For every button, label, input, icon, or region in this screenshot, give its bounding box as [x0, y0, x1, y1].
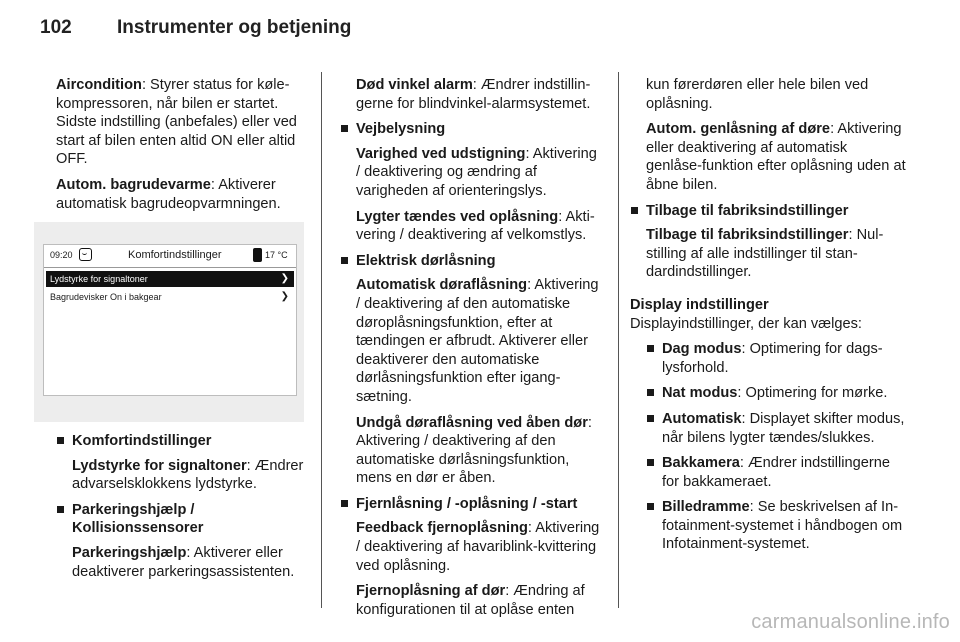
term-bagrudevarme: Autom. bagrudevarme: [56, 176, 211, 193]
term-fabriksindstillinger: Tilbage til fabriksindstillinger: [646, 227, 849, 244]
bullet-heading: Komfortindstillinger: [72, 433, 212, 449]
section-title: Display indstillinger: [630, 296, 769, 313]
bullet-parkeringshjaelp: [56, 501, 308, 581]
text-fabriksindstillinger: : Nulstilling af alle indstillinger til standardindstillinger.: [646, 227, 884, 281]
list-item: [646, 384, 906, 403]
term-lygter: Lygter tændes ved oplåsning: [356, 208, 559, 225]
text-billedramme: : Se beskrivelsen af Infotainment-systemet i håndbogen om Infotainment-systemet.: [662, 499, 903, 553]
info-display-screen: [43, 244, 297, 396]
screen-status-bar: [44, 245, 296, 268]
term-parkeringshjaelp: Parkeringshjælp: [72, 544, 187, 561]
text-automatisk: : Displayet skifter modus, når bilens lygter tændes/slukkes.: [662, 410, 905, 446]
text-dag-modus: : Optimering for dagslysforhold.: [662, 341, 883, 376]
screen-menu-item-lydstyrke[interactable]: [46, 271, 294, 287]
list-item: [646, 340, 906, 377]
bullet-heading: Parkeringshjælp / Kollisionssensorer: [72, 501, 204, 537]
column-middle: [340, 76, 602, 626]
page-title: Instrumenter og betjening: [117, 17, 352, 38]
text-aircondition: : Styrer status for kølekompressoren, når bilen er startet. Sidste indstilling (anbefales) eller ved start af bilen enten altid ON eller altid OFF.: [56, 77, 297, 168]
paragraph-continued: kun førerdøren eller hele bilen ved oplåsning.: [646, 77, 869, 112]
text-lygter: : Aktivering / deaktivering af velkomstlys.: [356, 208, 595, 244]
screen-menu-item-bagrudevisker[interactable]: [46, 289, 294, 305]
text-fjernoplaasning: : Ændring af konfigurationen til at oplåse enten: [356, 583, 585, 618]
watermark: carmanualsonline.info: [751, 611, 950, 633]
term-bakkamera: Bakkamera: [662, 455, 740, 472]
display-options-list: [630, 340, 906, 554]
screen-temperature: 17 °C: [265, 250, 288, 260]
text-genlaasning: : Aktivering eller deaktivering af automatisk genlåse-funktion efter oplåsning uden at åbne bilen.: [646, 121, 906, 193]
paragraph-genlaasning: [630, 120, 906, 194]
bullet-heading: Elektrisk dørlåsning: [356, 252, 496, 269]
term-undgaa-doeraflaasning: Undgå døraflåsning ved åben dør: [356, 414, 588, 431]
term-nat-modus: Nat modus: [662, 385, 738, 402]
term-genlaasning: Autom. genlåsning af døre: [646, 121, 831, 138]
chevron-right-icon: ❯: [280, 291, 289, 302]
column-divider: [321, 72, 322, 608]
text-lydstyrke: : Ændrer advarselsklokkens lydstyrke.: [72, 457, 304, 493]
screen-title: Komfortindstillinger: [128, 249, 222, 261]
bullet-vejbelysning: [340, 120, 602, 245]
phone-icon: [253, 248, 262, 262]
list-item: [646, 410, 906, 447]
paragraph-doed-vinkel: [340, 76, 602, 113]
term-feedback: Feedback fjernoplåsning: [356, 520, 528, 537]
smiley-icon: [79, 248, 92, 261]
bullet-heading: Tilbage til fabriksindstillinger: [646, 202, 849, 219]
text-parkeringshjaelp: : Aktiverer eller deaktiverer parkeringsassistenten.: [72, 544, 295, 580]
text-bakkamera: : Ændrer indstillingerne for bakkameraet.: [662, 455, 890, 490]
term-doed-vinkel: Død vinkel alarm: [356, 77, 473, 93]
list-item: [646, 454, 906, 491]
column-left: [56, 76, 308, 220]
screen-clock: 09:20: [50, 250, 73, 260]
text-doed-vinkel: : Ændrer indstillingerne for blindvinkel-alarmsystemet.: [356, 77, 591, 112]
bullet-komfortindstillinger: [56, 432, 308, 494]
list-item: [646, 498, 906, 554]
text-undgaa-doeraflaasning: : Aktivering / deaktivering af den automatiske dørlåsningsfunktion, mens en dør er åben.: [356, 414, 592, 487]
text-automatisk-doeraflaasning: : Aktivering / deaktivering af den automatiske døroplåsningsfunktion, efter at tændingen er afbrudt. Aktiverer eller deaktiverer den automatiske dørlåsningsfunktion efter igangsætning.: [356, 277, 599, 405]
term-billedramme: Billedramme: [662, 499, 750, 516]
term-aircondition: Aircondition: [56, 77, 142, 93]
section-intro: Displayindstillinger, der kan vælges:: [630, 315, 862, 332]
text-feedback: : Aktivering / deaktivering af havariblink-kvittering ved oplåsning.: [356, 520, 600, 574]
term-varighed: Varighed ved udstigning: [356, 145, 526, 162]
section-display: [630, 296, 906, 333]
paragraph-bagrudevarme: [56, 176, 308, 213]
screen-menu-item-label: Bagrudevisker On i bakgear: [50, 292, 162, 302]
column-right: [630, 76, 906, 561]
screen-menu-item-label: Lydstyrke for signaltoner: [50, 274, 148, 284]
bullet-heading: Vejbelysning: [356, 121, 446, 138]
column-divider: [618, 72, 619, 608]
term-lydstyrke: Lydstyrke for signaltoner: [72, 457, 247, 474]
bullet-elektrisk-doerlaasning: [340, 252, 602, 488]
chevron-right-icon: ❯: [280, 273, 289, 284]
paragraph-aircondition: [56, 76, 308, 169]
page-header: [0, 0, 960, 58]
text-bagrudevarme: : Aktiverer automatisk bagrudeopvarmningen.: [56, 176, 281, 212]
term-automatisk-doeraflaasning: Automatisk døraflåsning: [356, 277, 528, 294]
text-nat-modus: : Optimering for mørke.: [737, 385, 888, 402]
column-left-lower: [56, 432, 308, 588]
display-screenshot-figure: [34, 222, 304, 422]
bullet-fabriksindstillinger: [630, 202, 906, 282]
term-automatisk: Automatisk: [662, 410, 742, 427]
bullet-heading: Fjernlåsning / -oplåsning / -start: [356, 495, 578, 512]
term-dag-modus: Dag modus: [662, 341, 742, 358]
page-number: 102: [40, 17, 72, 38]
term-fjernoplaasning: Fjernoplåsning af dør: [356, 583, 506, 600]
text-varighed: : Aktivering / deaktivering og ændring af varigheden af orienteringslys.: [356, 145, 597, 199]
bullet-fjernlaasning: [340, 495, 602, 620]
